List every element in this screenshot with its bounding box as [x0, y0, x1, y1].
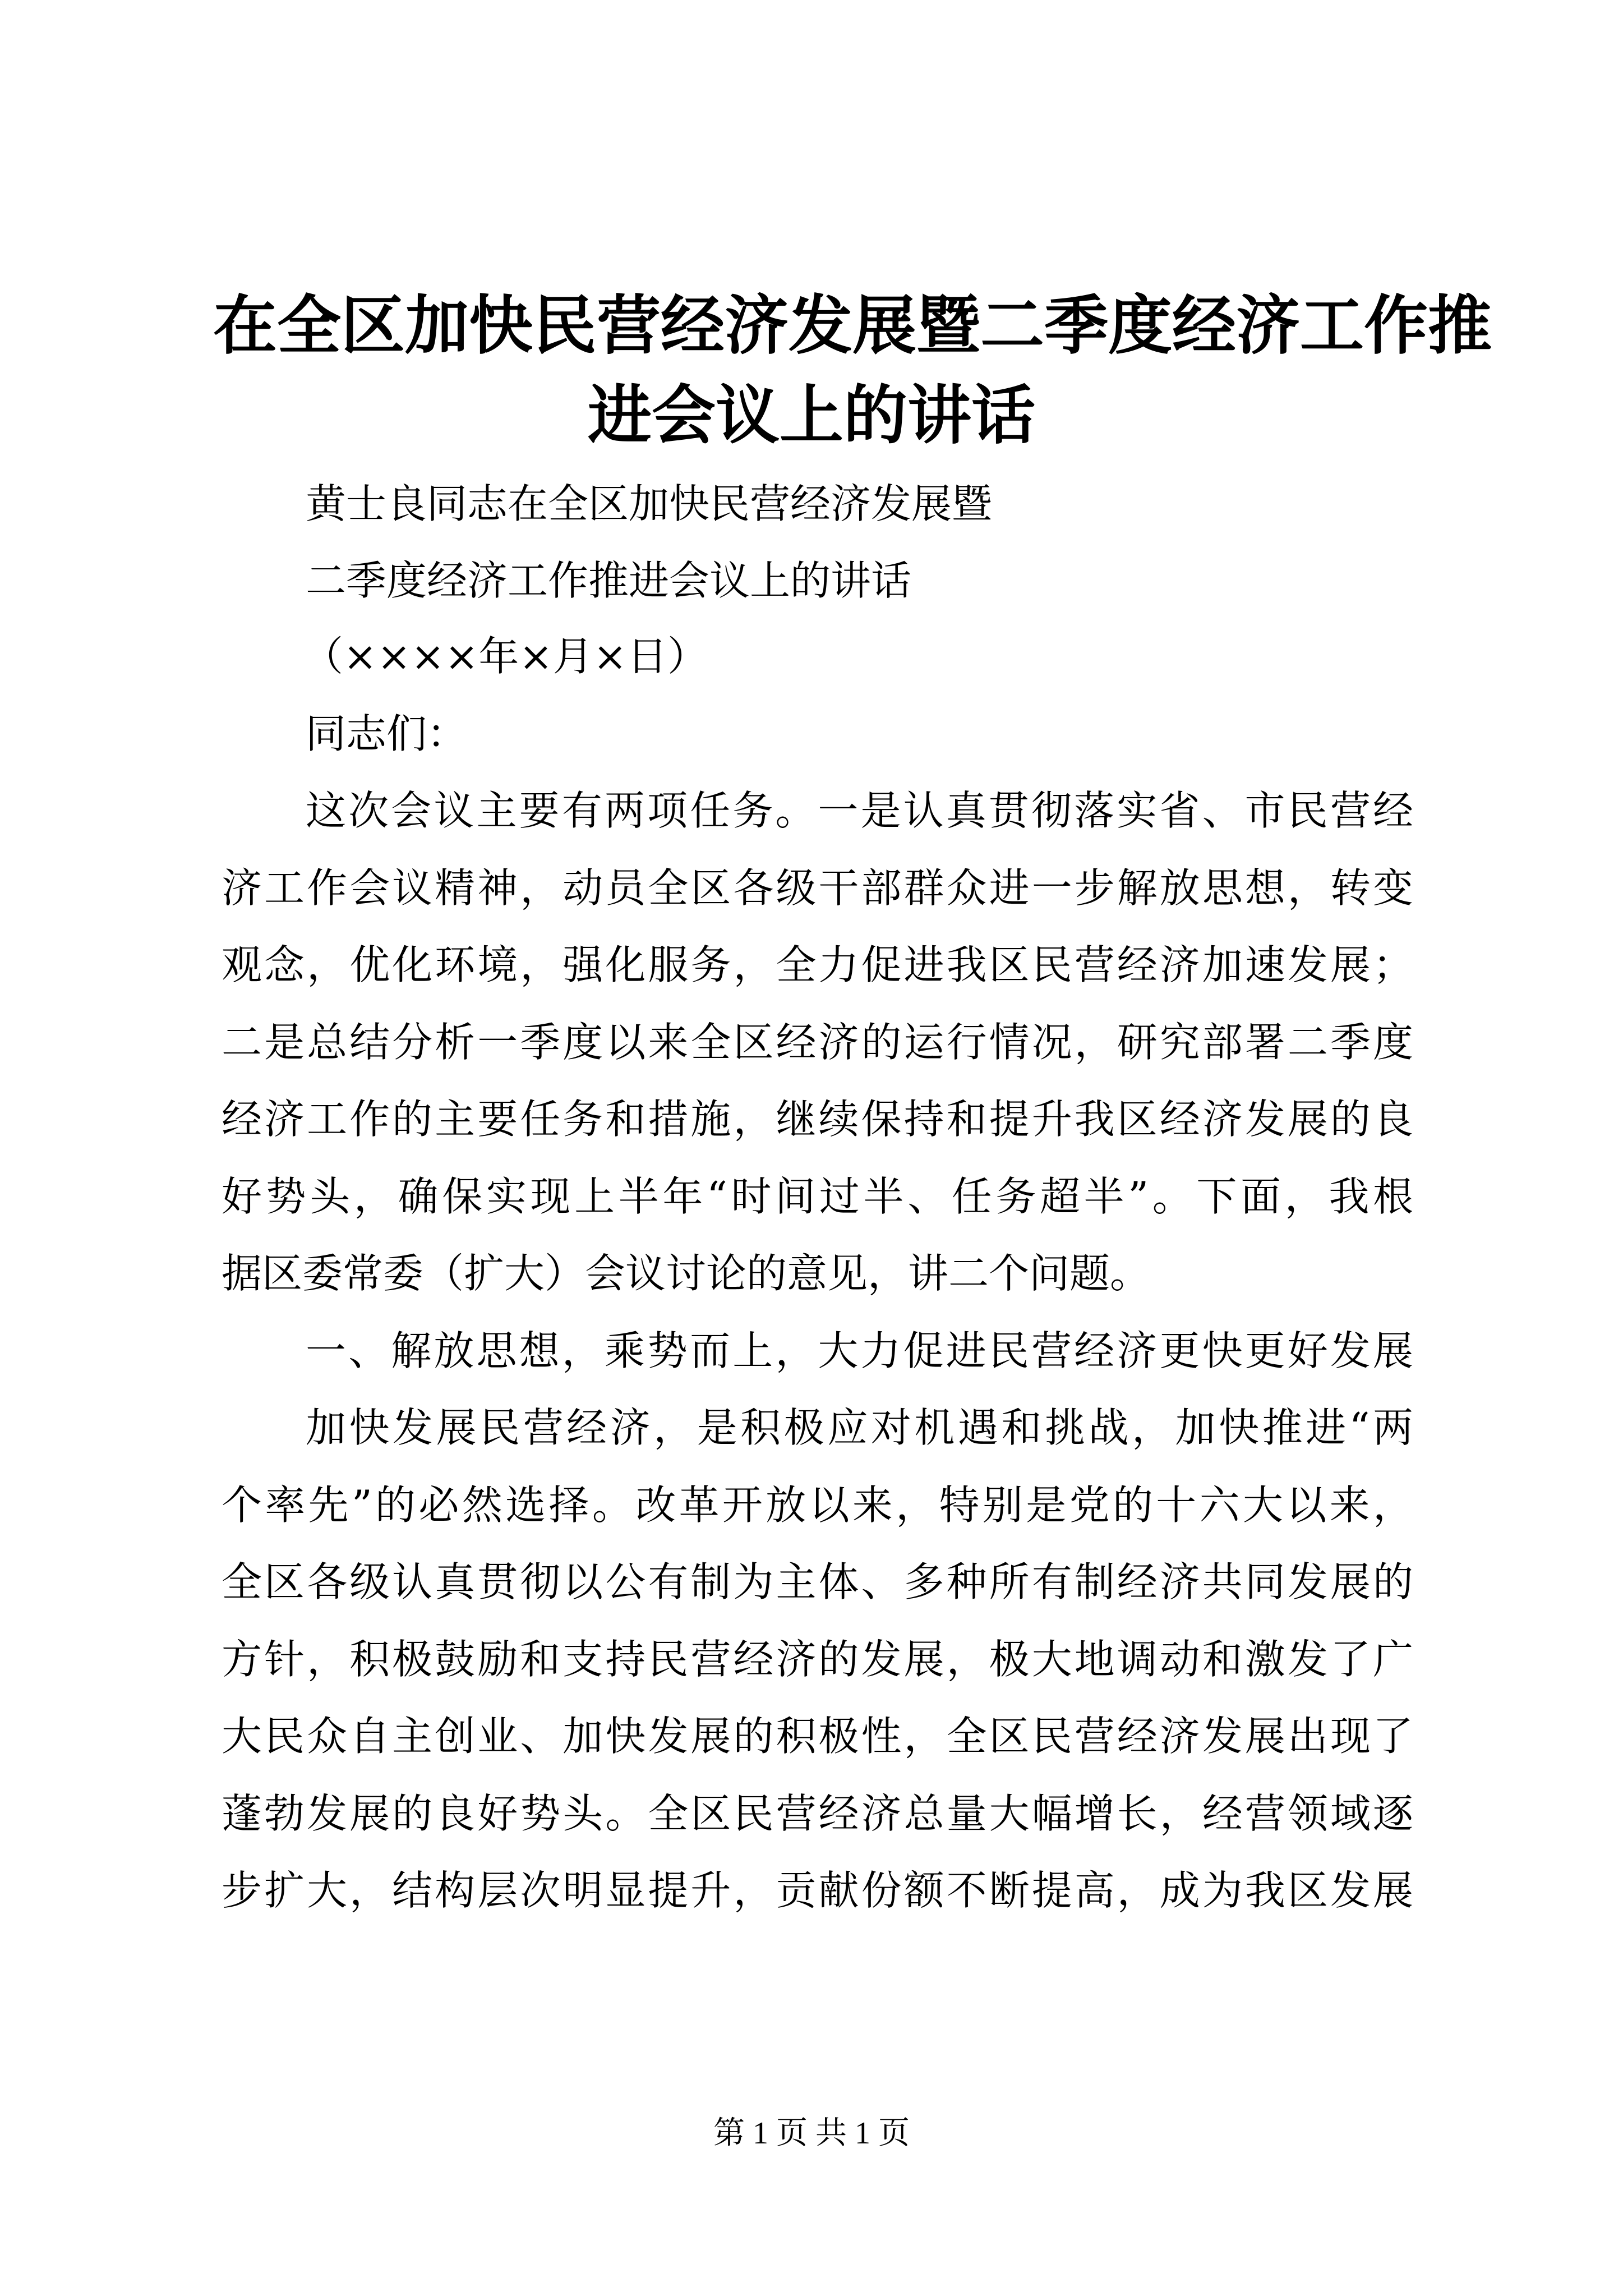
- body-line-6: 好势头，确保实现上半年“时间过半、任务超半”。下面，我根: [222, 1173, 1413, 1220]
- date-line: （××××年×月×日）: [303, 633, 708, 680]
- body-line-9: 个率先”的必然选择。改革开放以来，特别是党的十六大以来，: [222, 1481, 1413, 1529]
- body-line-1: 这次会议主要有两项任务。一是认真贯彻落实省、市民营经: [306, 787, 1413, 834]
- subtitle-line-1: 黄士良同志在全区加快民营经济发展暨: [306, 480, 993, 527]
- body-line-3: 观念，优化环境，强化服务，全力促进我区民营经济加速发展；: [222, 941, 1413, 988]
- body-line-5: 经济工作的主要任务和措施，继续保持和提升我区经济发展的良: [222, 1096, 1413, 1143]
- body-line-2: 济工作会议精神，动员全区各级干部群众进一步解放思想，转变: [222, 864, 1413, 912]
- document-title-line-1: 在全区加快民营经济发展暨二季度经济工作推: [213, 288, 1492, 363]
- body-line-10: 全区各级认真贯彻以公有制为主体、多种所有制经济共同发展的: [222, 1558, 1413, 1605]
- body-line-11: 方针，积极鼓励和支持民营经济的发展，极大地调动和激发了广: [222, 1636, 1413, 1683]
- body-line-8: 加快发展民营经济，是积极应对机遇和挑战，加快推进“两: [306, 1404, 1413, 1451]
- body-line-7: 据区委常委（扩大）会议讨论的意见，讲二个问题。: [222, 1250, 1151, 1297]
- subtitle-line-2: 二季度经济工作推进会议上的讲话: [306, 557, 912, 604]
- body-line-14: 步扩大，结构层次明显提升，贡献份额不断提高，成为我区发展: [222, 1867, 1413, 1914]
- page-footer: 第 1 页 共 1 页: [713, 2116, 910, 2151]
- body-line-13: 蓬勃发展的良好势头。全区民营经济总量大幅增长，经营领域逐: [222, 1790, 1413, 1837]
- section-heading-1: 一、解放思想，乘势而上，大力促进民营经济更快更好发展: [306, 1327, 1413, 1374]
- body-line-4: 二是总结分析一季度以来全区经济的运行情况，研究部署二季度: [222, 1019, 1413, 1066]
- document-title-line-2: 进会议上的讲话: [587, 378, 1035, 453]
- salutation: 同志们：: [306, 710, 468, 757]
- body-line-12: 大民众自主创业、加快发展的积极性，全区民营经济发展出现了: [222, 1713, 1413, 1760]
